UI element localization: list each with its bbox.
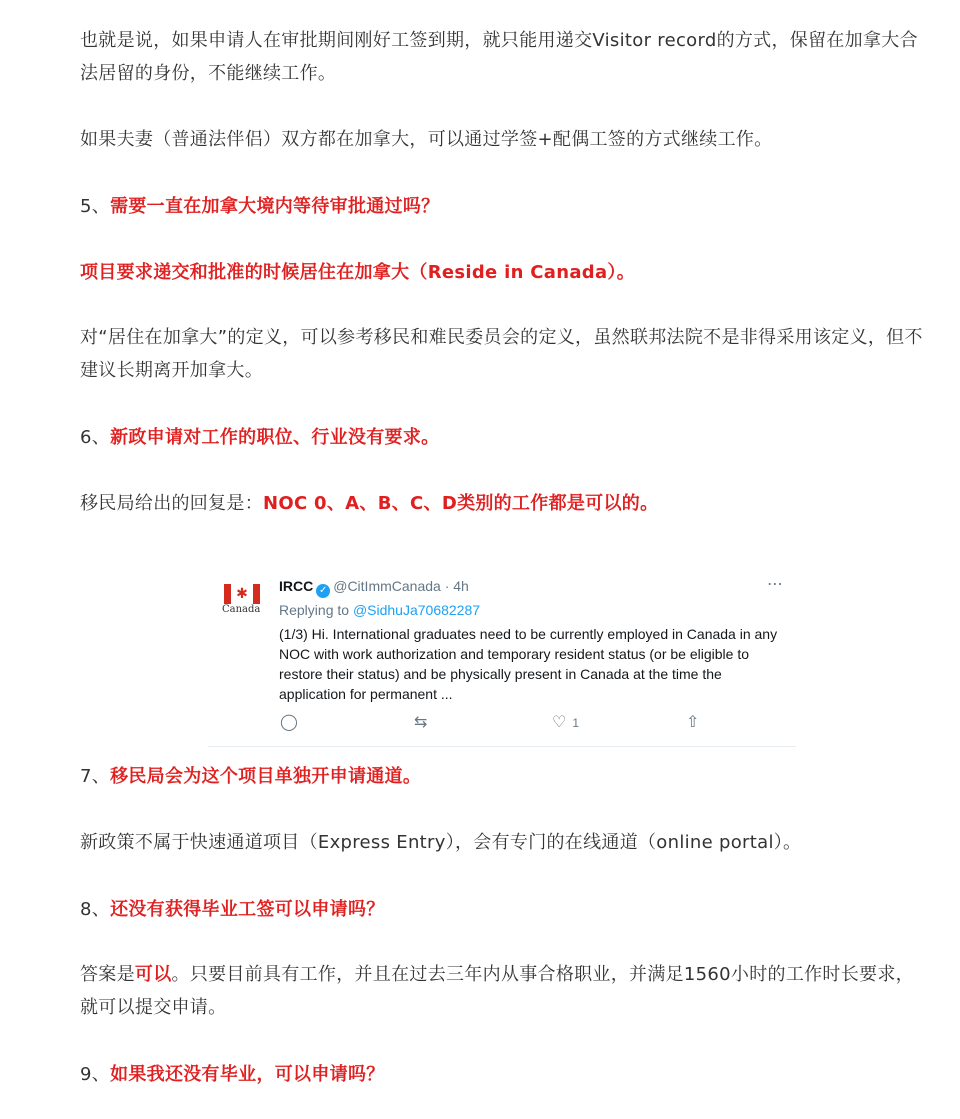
question-number: 6、	[80, 427, 111, 448]
question-number: 7、	[80, 766, 111, 787]
question-number: 9、	[80, 1064, 111, 1085]
reply-highlight: NOC 0、A、B、C、D类别的工作都是可以的。	[263, 493, 659, 514]
answer-prefix: 答案是	[80, 964, 135, 985]
question-6	[80, 421, 930, 454]
embedded-tweet	[208, 566, 796, 747]
question-number: 8、	[80, 899, 111, 920]
tweet-replying-to	[279, 600, 480, 620]
retweet-icon[interactable]: ⇆	[414, 712, 428, 731]
question-text: 需要一直在加拿大境内等待审批通过吗？	[110, 196, 440, 217]
question-text: 新政申请对工作的职位、行业没有要求。	[110, 427, 440, 448]
canada-wordmark: Canada	[222, 604, 261, 615]
answer-rest: 。只要目前具有工作，并且在过去三年内从事合格职业，并满足1560小时的工作时长要求，就可以提交申请。	[80, 964, 914, 1018]
like-icon: ♡	[552, 712, 567, 731]
paragraph-spouse-work: 如果夫妻（普通法伴侣）双方都在加拿大，可以通过学签+配偶工签的方式继续工作。	[80, 129, 773, 150]
question-text: 还没有获得毕业工签可以申请吗？	[110, 899, 385, 920]
question-text: 如果我还没有毕业，可以申请吗？	[110, 1064, 385, 1085]
canada-flag-logo	[224, 584, 260, 604]
question-text: 移民局会为这个项目单独开申请通道。	[110, 766, 422, 787]
like-button[interactable]	[552, 712, 579, 733]
question-8	[80, 893, 930, 926]
share-icon[interactable]: ⇧	[686, 712, 700, 731]
question-9	[80, 1058, 930, 1091]
like-count: 1	[572, 716, 580, 730]
paragraph-noc-reply	[80, 487, 930, 520]
answer-highlight: 可以	[134, 964, 172, 985]
paragraph-reside-definition: 对“居住在加拿大”的定义，可以参考移民和难民委员会的定义，虽然联邦法院不是非得采用该定义，但不建议长期离开加拿大。	[80, 327, 923, 381]
paragraph-answer-8	[80, 958, 930, 1024]
question-7	[80, 760, 930, 793]
tweet-author-name[interactable]: IRCC	[279, 578, 314, 594]
replying-label: Replying to	[279, 602, 350, 618]
answer-5-highlight: 项目要求递交和批准的时候居住在加拿大（Reside in Canada）。	[80, 262, 636, 283]
reply-icon[interactable]: ◯	[280, 712, 298, 731]
paragraph-online-portal: 新政策不属于快速通道项目（Express Entry），会有专门的在线通道（online portal）。	[80, 832, 802, 853]
tweet-author-handle[interactable]: @CitImmCanada · 4h	[333, 578, 469, 594]
tweet-body: (1/3) Hi. International graduates need to be currently employed in Canada in any NOC with work authorization and temporary resident status (or be eligible to restore their status) and be physically present in Canada at the time the application for permanent ...	[279, 626, 778, 702]
question-5	[80, 190, 930, 223]
reply-handle-link[interactable]: @SidhuJa70682287	[352, 602, 481, 618]
maple-leaf-icon: ✱	[236, 586, 248, 602]
reply-prefix: 移民局给出的回复是：	[80, 493, 263, 514]
verified-icon: ✓	[316, 584, 330, 598]
question-number: 5、	[80, 196, 111, 217]
more-icon[interactable]: ⋯	[767, 574, 784, 593]
paragraph-visitor-record: 也就是说，如果申请人在审批期间刚好工签到期，就只能用递交Visitor record的方式，保留在加拿大合法居留的身份，不能继续工作。	[80, 30, 918, 84]
tweet-header	[279, 576, 469, 598]
